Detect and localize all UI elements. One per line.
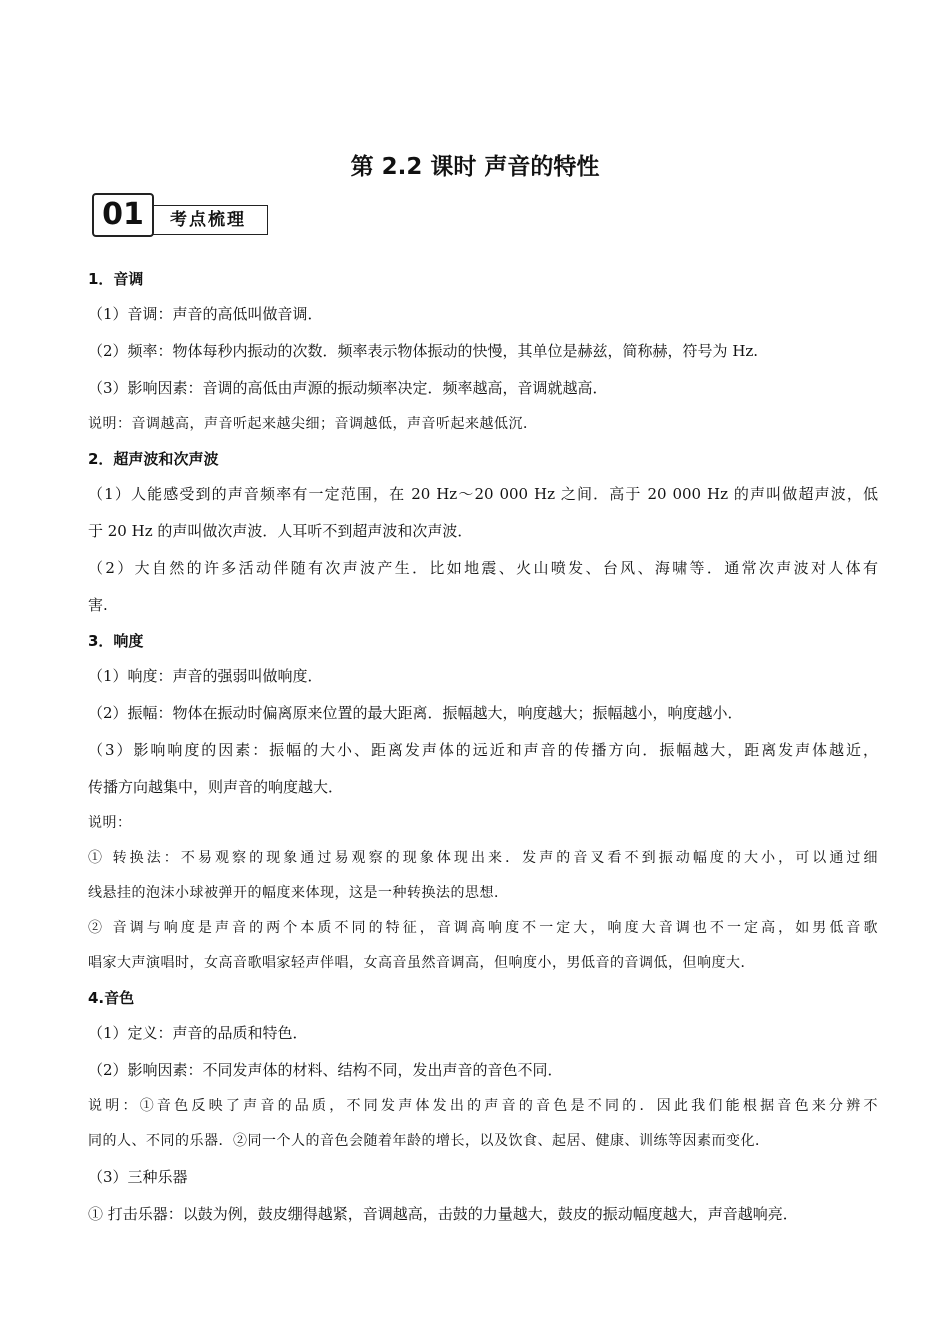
- note: 线悬挂的泡沫小球被弹开的幅度来体现，这是一种转换法的思想．: [88, 885, 509, 901]
- paragraph: （2）频率：物体每秒内振动的次数．频率表示物体振动的快慢，其单位是赫兹，简称赫，符号为 Hz.: [88, 342, 759, 360]
- paragraph: （1）音调：声音的高低叫做音调．: [88, 305, 323, 323]
- heading-loudness: 3．响度: [88, 632, 144, 650]
- paragraph: （3）三种乐器: [88, 1168, 188, 1186]
- paragraph: 传播方向越集中，则声音的响度越大．: [88, 778, 344, 796]
- heading-pitch: 1．音调: [88, 270, 144, 288]
- note: 说明：音调越高，声音听起来越尖细；音调越低，声音听起来越低沉．: [88, 416, 538, 432]
- paragraph: ① 打击乐器：以鼓为例，鼓皮绷得越紧，音调越高，击鼓的力量越大，鼓皮的振动幅度越大，声音越响亮．: [88, 1205, 798, 1223]
- heading-timbre: 4.音色: [88, 989, 135, 1007]
- paragraph: （2）大自然的许多活动伴随有次声波产生．比如地震、火山喷发、台风、海啸等．通常次声波对人体有: [88, 559, 878, 577]
- note: ① 转换法：不易观察的现象通过易观察的现象体现出来．发声的音叉看不到振动幅度的大小，可以通过细: [88, 850, 878, 866]
- paragraph: （2）振幅：物体在振动时偏离原来位置的最大距离．振幅越大，响度越大；振幅越小，响度越小．: [88, 704, 743, 722]
- paragraph: （1）响度：声音的强弱叫做响度．: [88, 667, 323, 685]
- paragraph: 害.: [88, 596, 108, 614]
- note: 说明：: [88, 815, 132, 831]
- note: 同的人、不同的乐器．②同一个人的音色会随着年龄的增长，以及饮食、起居、健康、训练等因素而变化．: [88, 1133, 770, 1149]
- section-number: 01: [92, 193, 154, 237]
- paragraph: （1）定义：声音的品质和特色．: [88, 1024, 308, 1042]
- paragraph: （3）影响响度的因素：振幅的大小、距离发声体的远近和声音的传播方向．振幅越大，距离发声体越近，: [88, 741, 878, 759]
- section-badge: [92, 193, 270, 237]
- paragraph: （3）影响因素：音调的高低由声源的振动频率决定．频率越高，音调就越高．: [88, 379, 608, 397]
- paragraph: （1）人能感受到的声音频率有一定范围，在 20 Hz～20 000 Hz 之间．高于 20 000 Hz 的声叫做超声波，低: [88, 485, 878, 503]
- paragraph: （2）影响因素：不同发声体的材料、结构不同，发出声音的音色不同．: [88, 1061, 563, 1079]
- section-label: 考点梳理: [148, 205, 268, 235]
- paragraph: 于 20 Hz 的声叫做次声波．人耳听不到超声波和次声波．: [88, 522, 473, 540]
- document-body: [88, 262, 878, 1233]
- note: 说明：①音色反映了声音的品质，不同发声体发出的声音的音色是不同的．因此我们能根据音色来分辨不: [88, 1098, 878, 1114]
- note: ② 音调与响度是声音的两个本质不同的特征，音调高响度不一定大，响度大音调也不一定高，如男低音歌: [88, 920, 878, 936]
- heading-ultrasound-infrasound: 2．超声波和次声波: [88, 450, 219, 468]
- note: 唱家大声演唱时，女高音歌唱家轻声伴唱，女高音虽然音调高，但响度小，男低音的音调低，但响度大．: [88, 955, 755, 971]
- page-title: 第 2.2 课时 声音的特性: [350, 154, 600, 180]
